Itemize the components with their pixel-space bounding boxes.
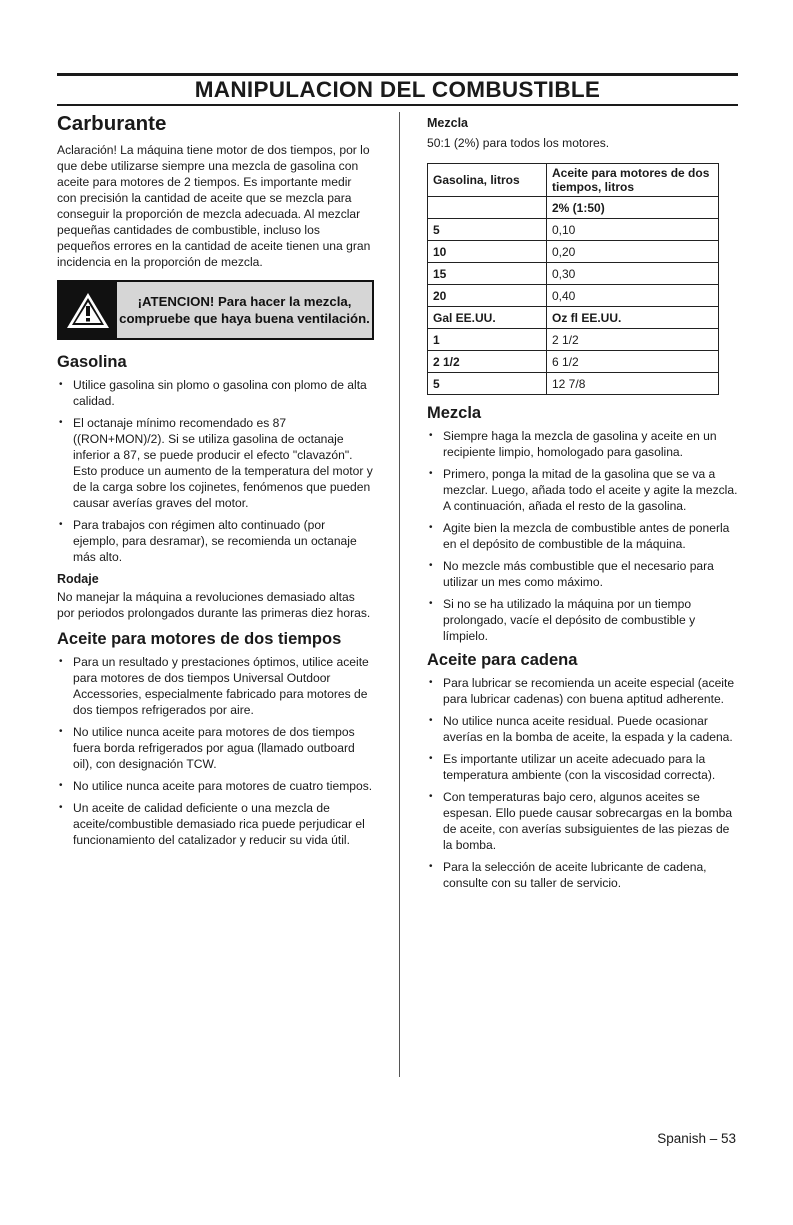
aceite-cadena-heading: Aceite para cadena [427, 651, 578, 669]
list-item: • Para la selección de aceite lubricante de cadena, consulte con su taller de servicio. [427, 859, 740, 891]
list-item: • Si no se ha utilizado la máquina por un tiempo prolongado, vacíe el depósito de combustible y límpielo. [427, 596, 740, 644]
column-divider [399, 112, 400, 1077]
table-cell: 15 [428, 263, 547, 285]
aceite-dos-tiempos-heading: Aceite para motores de dos tiempos [57, 630, 342, 648]
warning-text [117, 293, 372, 327]
table-cell: 10 [428, 241, 547, 263]
warning-box [57, 280, 374, 340]
table-cell: 5 [428, 219, 547, 241]
table-cell: 0,40 [547, 285, 719, 307]
list-item: • Para trabajos con régimen alto continuado (por ejemplo, para desramar), se recomienda un octanaje más alto. [57, 517, 374, 565]
list-item: • Para lubricar se recomienda un aceite especial (aceite para lubricar cadenas) con buena aptitud adherente. [427, 675, 740, 707]
list-item: • El octanaje mínimo recomendado es 87 ((RON+MON)/2). Si se utiliza gasolina de octanaje inferior a 87, se puede producir el efecto "clavazón". Esto produce un aumento de la temperatura del motor y de la carga sobre los cojinetes, fenómenos que pueden causar averías graves del motor. [57, 415, 374, 511]
table-cell: 0,30 [547, 263, 719, 285]
table-cell [428, 197, 547, 219]
table-cell: 2 1/2 [547, 329, 719, 351]
list-item: • No utilice nunca aceite para motores de dos tiempos fuera borda refrigerados por agua (llamado outboard oil), con designación TCW. [57, 724, 374, 772]
page-number: Spanish – 53 [657, 1131, 736, 1146]
carburante-intro: Aclaración! La máquina tiene motor de dos tiempos, por lo que debe utilizarse siempre una mezcla de gasolina con aceite para motores de 2 tiempos. Es importante medir con precisión la cantidad de aceite que se mezcla para conseguir la proporción de mezcla adecuada. Al mezclar pequeñas cantidades de combustible, incluso los pequeños errores en la cantidad de aceite tienen una gran incidencia en la proporción de mezcla. [57, 143, 371, 269]
title-rule-bottom [57, 104, 738, 106]
gasolina-heading: Gasolina [57, 353, 127, 371]
table-row [428, 241, 719, 263]
table-cell: 6 1/2 [547, 351, 719, 373]
table-header-cell: Aceite para motores de dos tiempos, litros [547, 164, 719, 197]
warning-line-1: ¡ATENCION! Para hacer la mezcla, [137, 294, 352, 309]
list-item: • Primero, ponga la mitad de la gasolina que se va a mezclar. Luego, añada todo el aceite y agite la mezcla. A continuación, añada el resto de la gasolina. [427, 466, 740, 514]
aceite-dos-tiempos-list [57, 654, 374, 848]
table-cell: Gal EE.UU. [428, 307, 547, 329]
table-cell: 5 [428, 373, 547, 395]
table-subheader-cell: 2% (1:50) [547, 197, 719, 219]
list-item: • Siempre haga la mezcla de gasolina y aceite en un recipiente limpio, homologado para gasolina. [427, 428, 740, 460]
list-item: • No utilice nunca aceite residual. Puede ocasionar averías en la bomba de aceite, la espada y la cadena. [427, 713, 740, 745]
table-row [428, 263, 719, 285]
table-cell: 1 [428, 329, 547, 351]
page-title: MANIPULACION DEL COMBUSTIBLE [194, 77, 601, 102]
list-item: • Para un resultado y prestaciones óptimos, utilice aceite para motores de dos tiempos Universal Outdoor Accessories, especialmente fabricado para motores de dos tiempos refrigerados por aire. [57, 654, 374, 718]
mezcla-heading: Mezcla [427, 404, 482, 422]
table-cell: Oz fl EE.UU. [547, 307, 719, 329]
list-item: • Agite bien la mezcla de combustible antes de ponerla en el depósito de combustible de la máquina. [427, 520, 740, 552]
list-item: • Es importante utilizar un aceite adecuado para la temperatura ambiente (con la viscosidad correcta). [427, 751, 740, 783]
table-row [428, 285, 719, 307]
list-item: • No utilice nunca aceite para motores de cuatro tiempos. [57, 778, 374, 794]
table-cell: 0,10 [547, 219, 719, 241]
fuel-mix-table [427, 163, 719, 395]
table-cell: 0,20 [547, 241, 719, 263]
gasolina-list [57, 377, 374, 565]
list-item: • Utilice gasolina sin plomo o gasolina con plomo de alta calidad. [57, 377, 374, 409]
list-item: • Con temperaturas bajo cero, algunos aceites se espesan. Ello puede causar sobrecargas en la bomba de aceite, con averías subsiguientes de las piezas de la bomba. [427, 789, 740, 853]
table-header-cell: Gasolina, litros [428, 164, 547, 197]
mezcla-ratio-heading: Mezcla [427, 116, 468, 130]
table-cell: 20 [428, 285, 547, 307]
rodaje-text: No manejar la máquina a revoluciones demasiado altas por periodos prolongados durante las primeras diez horas. [57, 590, 371, 620]
list-item: • Un aceite de calidad deficiente o una mezcla de aceite/combustible demasiado rica puede perjudicar el funcionamiento del catalizador y reducir su vida útil. [57, 800, 374, 848]
rodaje-heading: Rodaje [57, 572, 99, 586]
table-row [428, 329, 719, 351]
warning-line-2: compruebe que haya buena ventilación. [119, 311, 370, 326]
table-header-row [428, 164, 719, 197]
table-row [428, 219, 719, 241]
mezcla-ratio-text: 50:1 (2%) para todos los motores. [427, 136, 610, 150]
list-item: • No mezcle más combustible que el necesario para utilizar un mes como máximo. [427, 558, 740, 590]
table-row [428, 373, 719, 395]
left-column [57, 112, 374, 854]
carburante-heading: Carburante [57, 112, 167, 135]
mezcla-list [427, 428, 740, 644]
table-row [428, 197, 719, 219]
table-row [428, 307, 719, 329]
right-column [427, 115, 740, 897]
table-row [428, 351, 719, 373]
table-cell: 2 1/2 [428, 351, 547, 373]
table-cell: 12 7/8 [547, 373, 719, 395]
warning-icon [59, 282, 117, 338]
aceite-cadena-list [427, 675, 740, 891]
